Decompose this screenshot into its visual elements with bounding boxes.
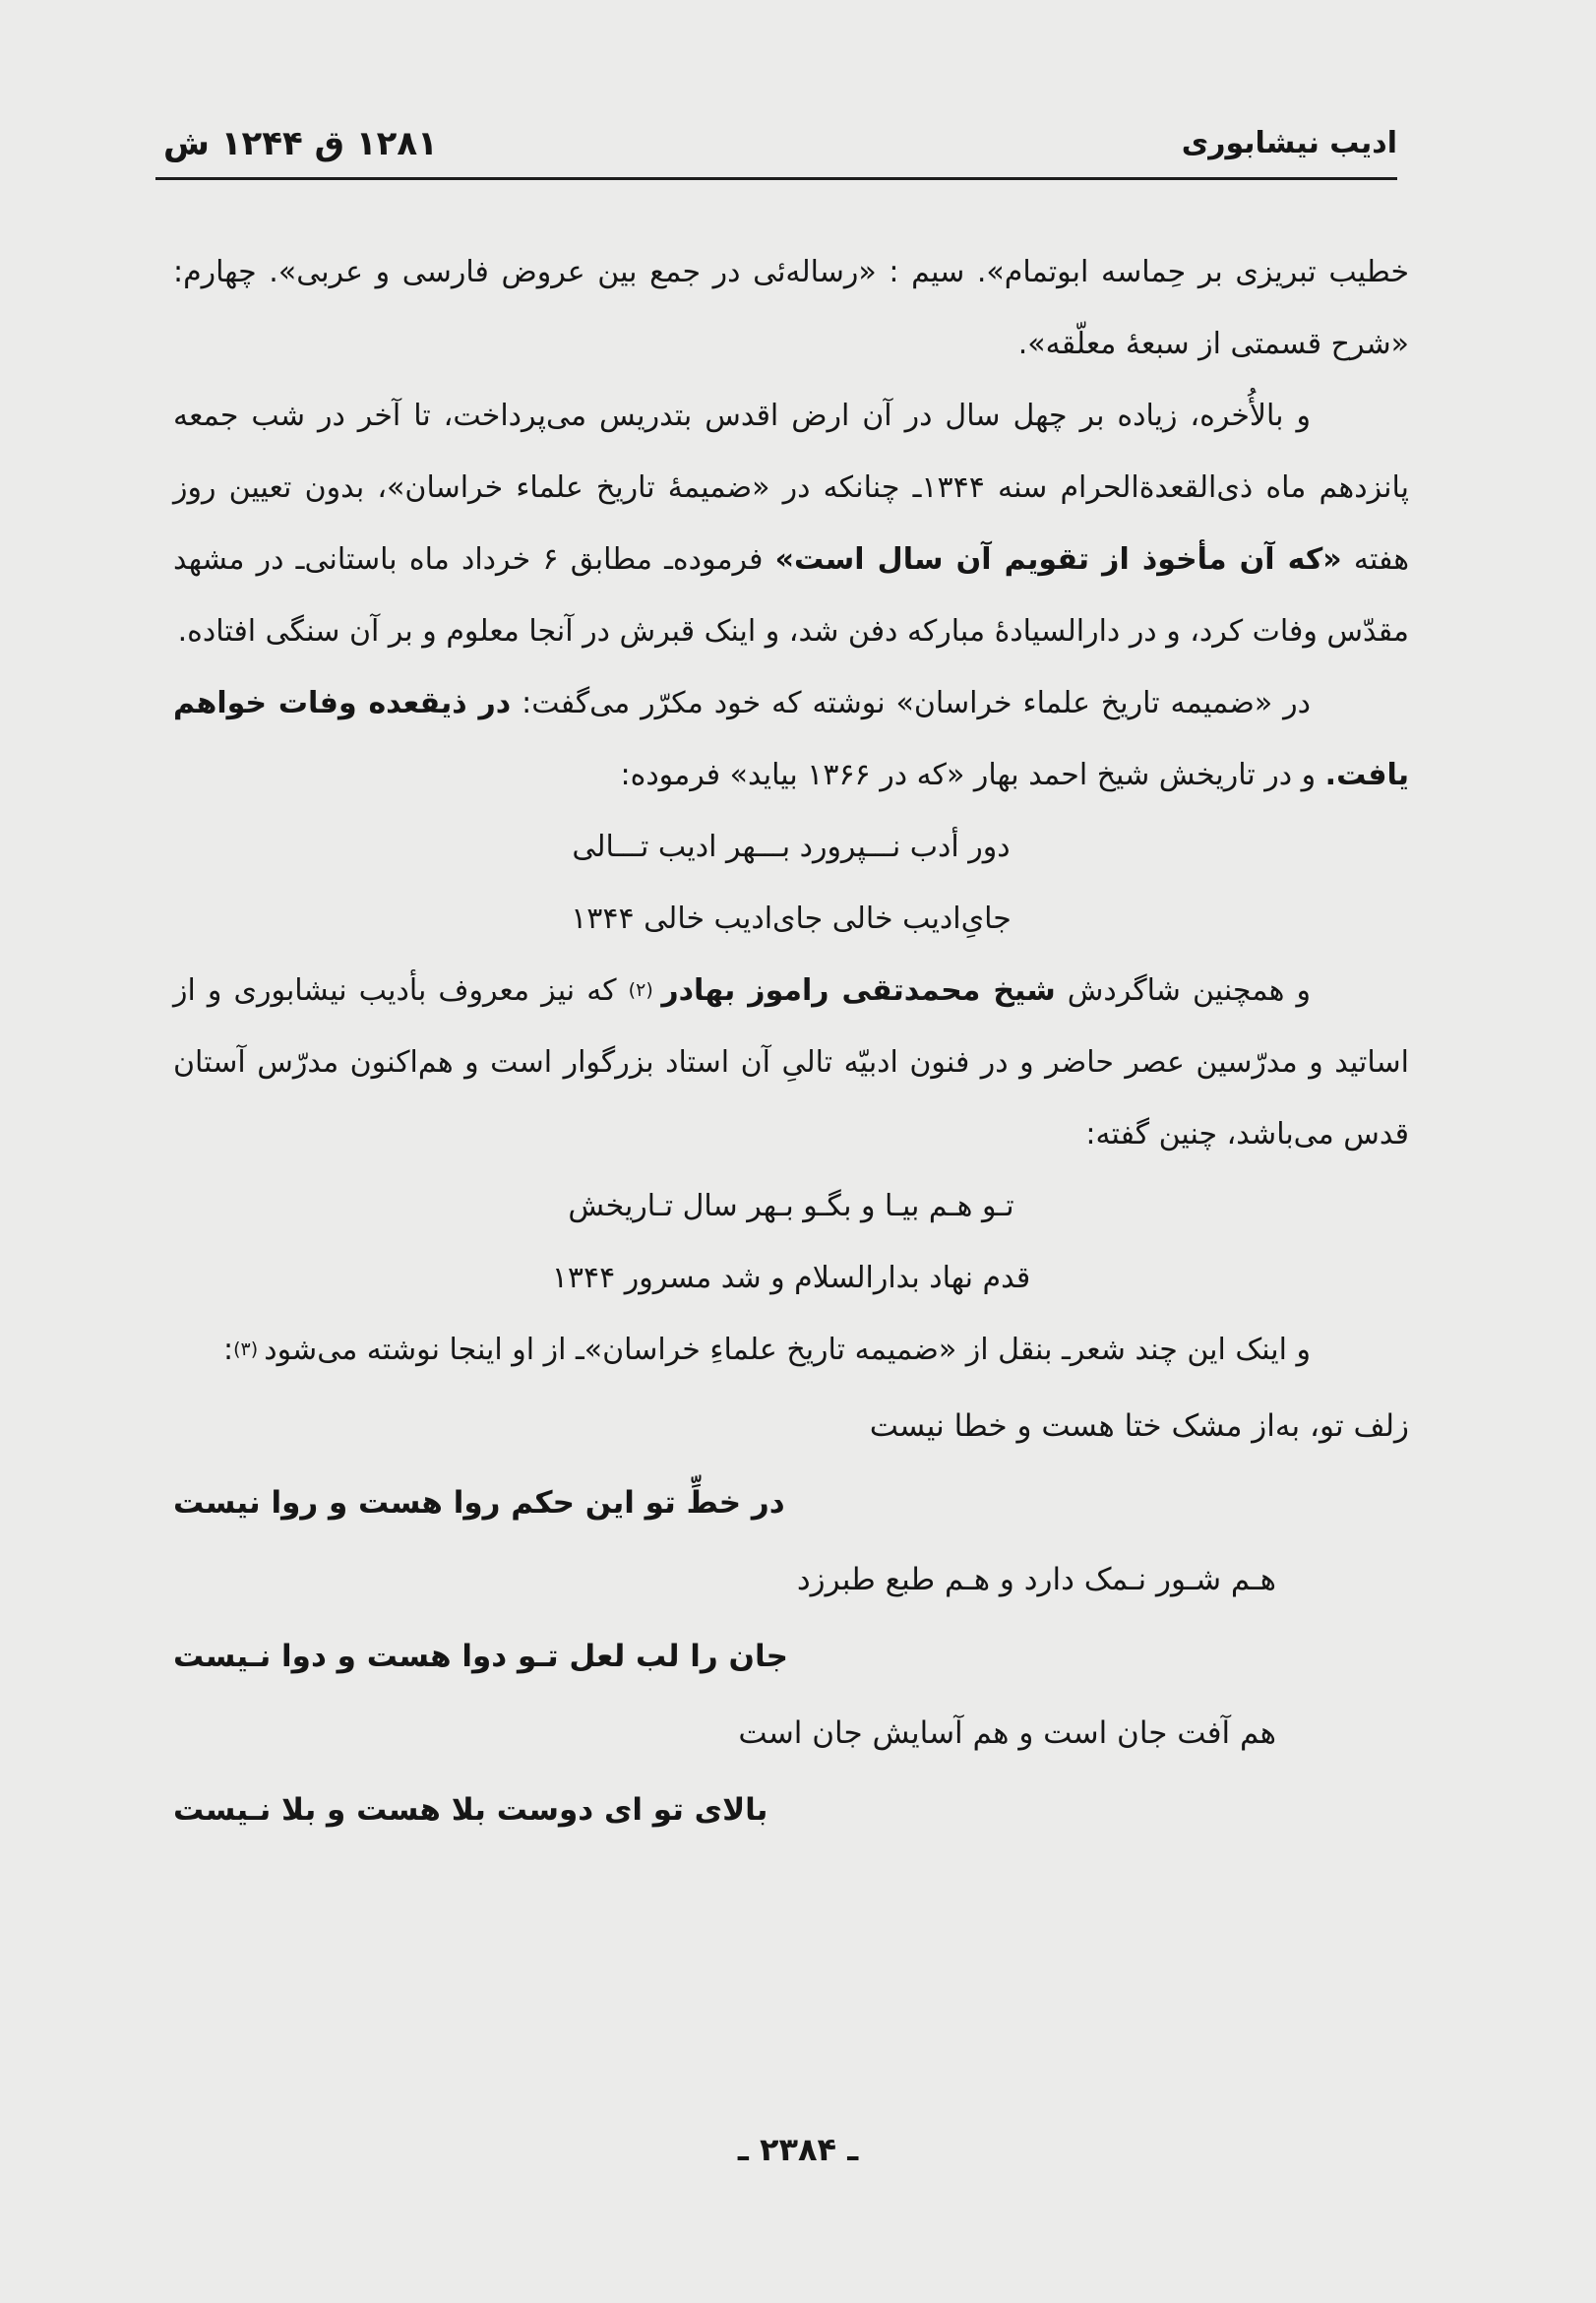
paragraph-3-text-a: در «ضمیمه تاریخ علماء خراسان» نوشته که خود مکرّر می‌گفت: bbox=[511, 686, 1311, 720]
page-number: ـ ۲۳۸۴ ـ bbox=[737, 2131, 859, 2168]
paragraph-3-quote: در ذیقعده وفات خواهم یافت. bbox=[173, 686, 1409, 792]
paragraph-2-text-a: و بالأُخره، زیاده بر چهل سال در آن ارض اقدس بتدریس می‌پرداخت، تا آخر در شب جمعه پانزدهم ماه ذی‌القعدة‌الحرام سنه ۱۳۴۴ـ چنانکه در «ضمیمهٔ تاریخ علماء خراسان»، بدون تعیین روز هفته bbox=[173, 399, 1410, 577]
poem bbox=[173, 1388, 1409, 1848]
header-title: ادیب نیشابوری bbox=[1181, 126, 1397, 160]
poem-line-5: هم آفت جان است و هم آسایش جان است bbox=[738, 1715, 1276, 1751]
couplet-2-line-2: قدم نهاد بدارالسلام و شد مسرور ۱۳۴۴ bbox=[551, 1261, 1031, 1295]
paragraph-3 bbox=[173, 667, 1409, 811]
footnote-marker-3: (۳) bbox=[233, 1338, 265, 1360]
couplet-2 bbox=[173, 1170, 1409, 1314]
paragraph-4-text-a: و همچنین شاگردش bbox=[1055, 973, 1311, 1008]
couplet-2-line-1: تـو هـم بیـا و بگـو بـهر سال تـاریخش bbox=[568, 1189, 1014, 1223]
page-body bbox=[173, 236, 1409, 1848]
paragraph-2-quote: «که آن مأخوذ از تقویم آن سال است» bbox=[774, 542, 1342, 577]
paragraph-5-text-a: و اینک این چند شعرـ بنقل از «ضمیمه تاریخ علماءِ خراسان»ـ از او اینجا نوشته می‌شود bbox=[264, 1333, 1311, 1367]
poem-line-3: هـم شـور نـمک دارد و هـم طبع طبرزد bbox=[796, 1562, 1276, 1597]
poem-line-6: بالای تو ای دوست بلا هست و بلا نـیست bbox=[173, 1792, 768, 1828]
paragraph-5 bbox=[173, 1314, 1409, 1386]
paragraph-1-text: خطیب تبریزی بر حِماسه ابوتمام». سیم : «رساله‌ئی در جمع بین عروض فارسی و عربی». چهارم: «شرح قسمتی از سبعهٔ معلّقه». bbox=[173, 255, 1409, 361]
paragraph-4-text-c: که نیز معروف بأدیب نیشابوری و از اساتید و مدرّسین عصر حاضر و در فنون ادبیّه تالیِ آن استاد بزرگوار است و هم‌اکنون مدرّس آستان قدس می‌باشد، چنین گفته: bbox=[173, 973, 1409, 1152]
paragraph-2-text-c: فرموده‌ـ مطابق ۶ خرداد ماه باستانی‌ـ در مشهد مقدّس وفات کرد، و در دارالسیادهٔ مبارکه دفن شد، و اینک قبرش در آنجا معلوم و بر آن سنگی افتاده. bbox=[173, 542, 1409, 649]
couplet-1-line-1: دور أدب نـــپرورد بـــهر ادیب تـــالی bbox=[572, 830, 1011, 864]
poem-line-4: جان را لب لعل تـو دوا هست و دوا نـیست bbox=[173, 1639, 788, 1674]
footnote-marker-2: (۲) bbox=[628, 979, 662, 1001]
header-dates: ۱۲۸۱ ق ۱۲۴۴ ش bbox=[163, 124, 438, 163]
paragraph-3-text-c: و در تاریخش شیخ احمد بهار «که در ۱۳۶۶ بیاید» فرموده: bbox=[620, 758, 1325, 792]
paragraph-1 bbox=[173, 236, 1409, 380]
paragraph-2 bbox=[173, 380, 1409, 667]
paragraph-4-name: شیخ محمدتقی راموز بهادر bbox=[661, 973, 1056, 1008]
poem-line-2: در خطِّ تو این حکم روا هست و روا نیست bbox=[173, 1485, 785, 1521]
paragraph-5-text-c: : bbox=[223, 1333, 234, 1367]
couplet-1-line-2: جایِ‌ادیب خالی جای‌ادیب خالی ۱۳۴۴ bbox=[571, 902, 1012, 936]
poem-line-1: زلف تو، به‌از مشک ختا هست و خطا نیست bbox=[869, 1408, 1409, 1444]
page-header bbox=[155, 124, 1397, 180]
couplet-1 bbox=[173, 811, 1409, 955]
paragraph-4 bbox=[173, 955, 1409, 1170]
